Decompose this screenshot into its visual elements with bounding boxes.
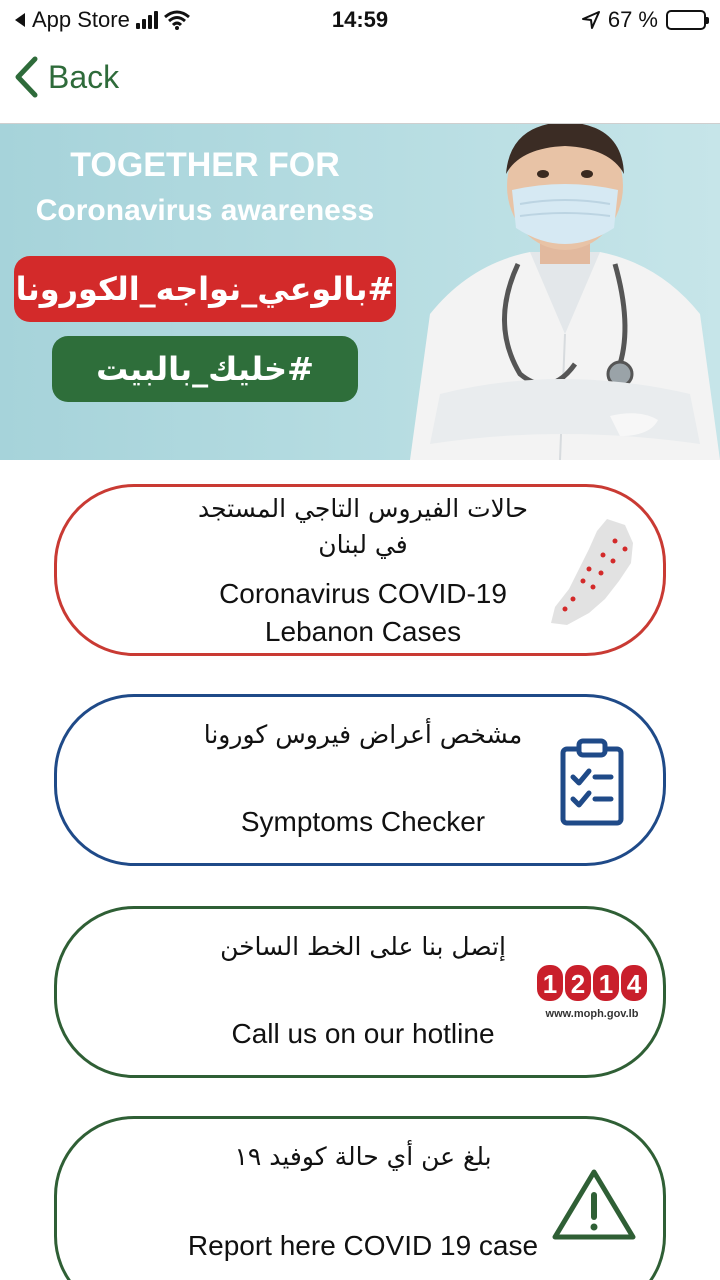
report-case-card[interactable] — [54, 1116, 666, 1280]
navigation-bar — [0, 40, 720, 124]
symptoms-checker-card[interactable] — [54, 694, 666, 866]
status-bar — [0, 0, 720, 40]
hashtag-stay-home: #خليك_بالبيت — [52, 336, 358, 402]
hotline-1214-icon — [535, 963, 649, 1023]
symptoms-en-label: Symptoms Checker — [240, 806, 486, 837]
hashtag-awareness: #بالوعي_نواجه_الكورونا — [14, 256, 396, 322]
back-app-label: App Store — [32, 7, 130, 32]
hotline-ar-label: إتصل بنا على الخط الساخن — [220, 932, 506, 961]
symptoms-ar-label: مشخص أعراض فيروس كورونا — [203, 720, 523, 749]
hotline-digit-2: 2 — [570, 969, 586, 999]
hotline-en-label: Call us on our hotline — [231, 1018, 495, 1049]
hotline-url: www.moph.gov.lb — [545, 1008, 639, 1020]
report-ar-label: بلغ عن أي حالة كوفيد ١٩ — [234, 1142, 492, 1171]
chevron-left-icon — [14, 56, 38, 98]
battery-icon — [666, 10, 706, 30]
banner-title: TOGETHER FOR — [70, 146, 340, 184]
doctor-illustration — [410, 124, 720, 460]
hotline-card[interactable] — [54, 906, 666, 1078]
back-label: Back — [48, 58, 120, 95]
hotline-digit-3: 1 — [598, 969, 614, 999]
lebanon-cases-ar-line2: في لبنان — [318, 530, 408, 559]
awareness-banner — [0, 124, 720, 460]
location-arrow-icon — [582, 11, 600, 29]
battery-percent: 67 % — [607, 7, 658, 32]
lebanon-cases-card[interactable] — [54, 484, 666, 656]
lebanon-map-icon — [545, 515, 641, 627]
warning-triangle-icon — [551, 1167, 637, 1243]
hotline-digit-1: 1 — [542, 969, 558, 999]
report-en-label: Report here COVID 19 case — [187, 1230, 539, 1261]
status-right — [582, 7, 706, 33]
lebanon-cases-en-line2: Lebanon Cases — [264, 616, 462, 647]
back-button[interactable] — [14, 56, 119, 98]
clipboard-checklist-icon — [557, 737, 627, 827]
lebanon-cases-ar-line1: حالات الفيروس التاجي المستجد — [198, 494, 528, 523]
status-time: 14:59 — [331, 7, 389, 32]
hotline-digit-4: 4 — [626, 969, 642, 999]
lebanon-cases-en-line1: Coronavirus COVID-19 — [219, 578, 507, 609]
banner-subtitle: Coronavirus awareness — [35, 194, 375, 227]
